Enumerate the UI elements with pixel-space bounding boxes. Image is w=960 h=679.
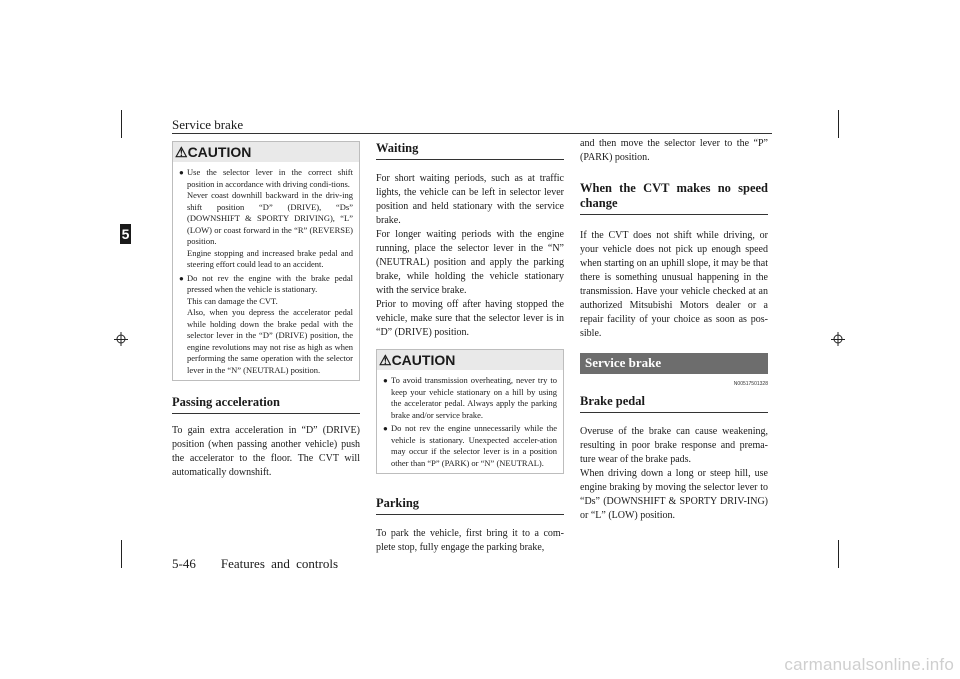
paragraph: When driving down a long or steep hill, use engine braking by moving the selector lever to “Ds” (DOWNSHIFT & SPORTY DRIV-ING) or “L” (LOW) position. [580, 468, 768, 521]
section-title: Passing acceleration [172, 395, 360, 414]
caution-header [377, 350, 563, 370]
caution-box [376, 349, 564, 474]
list-item [179, 273, 353, 377]
registration-mark-icon [831, 332, 845, 346]
footer-section: Features and controls [220, 556, 339, 571]
watermark: carmanualsonline.info [784, 655, 954, 674]
paragraph: For short waiting periods, such as at traffic lights, the vehicle can be left in selector lever position and held stationary with the service brake. [376, 173, 564, 226]
paragraph: Prior to moving off after having stopped the vehicle, make sure that the selector lever is in “D” (DRIVE) position. [376, 299, 564, 338]
list-item [383, 423, 557, 469]
caution-title: CAUTION [391, 352, 456, 368]
crop-mark [121, 110, 122, 138]
paragraph: For longer waiting periods with the engine running, place the selector lever in the “N” (NEUTRAL) position and apply the parking brake, while holding the vehicle stationary with the service brake. [376, 229, 564, 296]
paragraph: and then move the selector lever to the “P” (PARK) position. [580, 138, 768, 163]
bullet-icon: ● [383, 376, 388, 385]
column-left [172, 141, 360, 480]
caution-text: To avoid transmission overheating, never try to keep your vehicle stationary on a hill by using the accelerator pedal. Always apply the parking brake and/or service brake. [391, 375, 557, 420]
section-title: Parking [376, 496, 564, 515]
caution-text: Engine stopping and increased brake pedal and steering effort could lead to an accident. [187, 247, 353, 269]
caution-text: Also, when you depress the accelerator pedal while holding down the brake pedal with the selector lever in the “D” (DRIVE) position, the engine revolutions may not rise as high as when performing the same operation with the selector lever in the “N” (NEUTRAL) position. [187, 307, 353, 375]
warning-triangle-icon: ⚠ [175, 144, 188, 160]
caution-text: Use the selector lever in the correct shift position in accordance with driving condi-tions. [187, 167, 353, 189]
section-title: When the CVT makes no speed change [580, 181, 768, 215]
caution-text: This can damage the CVT. [187, 295, 278, 306]
section-title: Waiting [376, 141, 564, 160]
header-rule [172, 133, 772, 134]
list-item [179, 167, 353, 271]
list-item [383, 375, 557, 421]
caution-body [173, 162, 359, 380]
paragraph: If the CVT does not shift while driving, or your vehicle does not pick up enough speed when starting on an uphill slope, it may be that there is something unusual happening in the transmission. Have your vehicle checked at an authorized Mitsubishi Motors dealer or a repair facility of your choice as soon as pos-sible. [580, 230, 768, 339]
caution-header [173, 142, 359, 162]
caution-title: CAUTION [187, 144, 252, 160]
bullet-icon: ● [383, 424, 388, 433]
crop-mark [838, 540, 839, 568]
reference-code: N00517501328 [733, 381, 768, 387]
warning-triangle-icon: ⚠ [379, 352, 392, 368]
caution-box [172, 141, 360, 381]
chapter-section-banner: Service brake [580, 353, 768, 374]
crop-mark [121, 540, 122, 568]
section-title: Brake pedal [580, 394, 768, 413]
column-middle [376, 141, 564, 555]
caution-body [377, 370, 563, 473]
chapter-tab: 5 [121, 226, 130, 242]
caution-text: Never coast downhill backward in the driv-ing shift position “D” (DRIVE), “Ds” (DOWNSHIFT & SPORTY DRIVING), “L” (LOW) or coast forward in the “R” (REVERSE) position. [187, 190, 353, 246]
running-header: Service brake [172, 117, 244, 132]
paragraph: To park the vehicle, first bring it to a com-plete stop, fully engage the parking brake, [376, 528, 564, 553]
caution-text: Do not rev the engine unnecessarily while the vehicle is stationary. Unexpected acceler-ation may occur if the selector lever is in a position other than “P” (PARK) or “N” (NEUTRAL). [391, 423, 557, 468]
paragraph: To gain extra acceleration in “D” (DRIVE) position (when passing another vehicle) push the accelerator to the floor. The CVT will automatically downshift. [172, 425, 360, 478]
crop-mark [838, 110, 839, 138]
column-right [580, 137, 768, 523]
bullet-icon: ● [179, 273, 184, 283]
page-number: 5-46 [172, 556, 196, 571]
bullet-icon: ● [179, 168, 184, 177]
registration-mark-icon [114, 332, 128, 346]
caution-text: Do not rev the engine with the brake pedal pressed when the vehicle is stationary. [187, 272, 353, 294]
paragraph: Overuse of the brake can cause weakening, resulting in poor brake response and prema-ture wear of the brake pads. [580, 426, 768, 465]
page-footer [172, 556, 338, 572]
